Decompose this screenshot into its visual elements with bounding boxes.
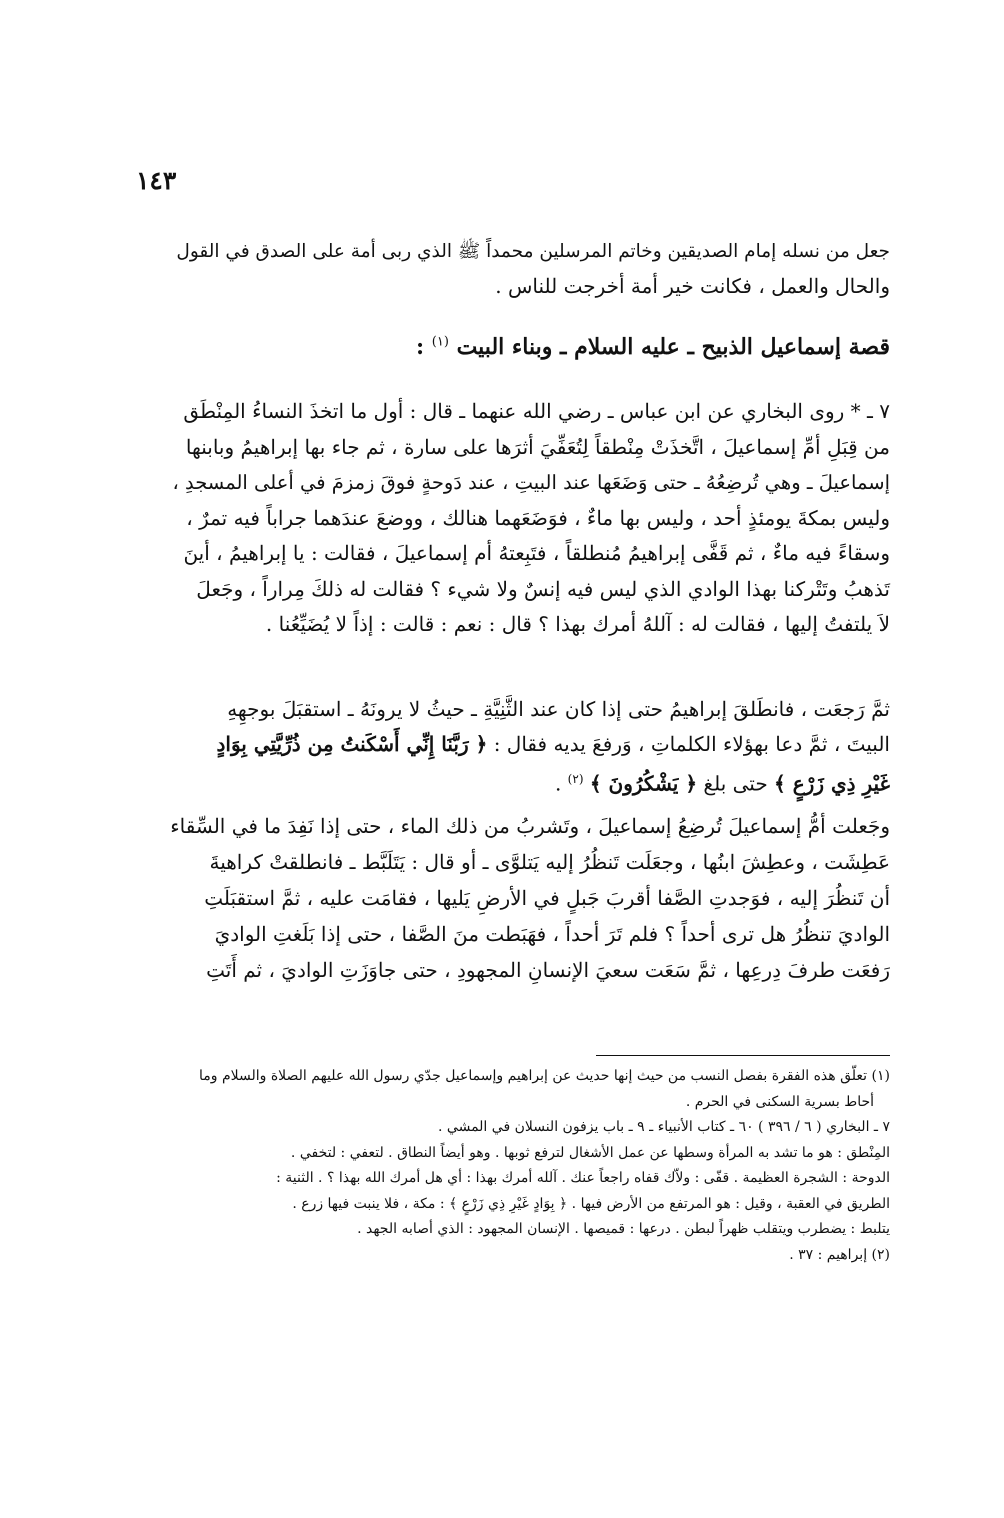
text-line: جعل من نسله إمام الصديقين وخاتم المرسلين محمداً ﷺ الذي ربى أمة على الصدق في القول [176, 241, 890, 262]
text-line: ٧ ـ * روى البخاري عن ابن عباس ـ رضي الله عنهما ـ قال : أول ما اتخذَ النساءُ المِنْطَق [183, 399, 890, 423]
paragraph-supplication [162, 692, 890, 802]
footnote-line: الدوحة : الشجرة العظيمة . قفّى : ولاّك قفاه راجعاً عنك . آلله أمرك بهذا : أي هل أمرك الله بهذا ؟ . الثنية : [276, 1170, 890, 1186]
footnote-line: (١) تعلّق هذه الفقرة بفصل النسب من حيث إنها حديث عن إبراهيم وإسماعيل جدّي رسول الله عليهم الصلاة والسلام وما [198, 1068, 890, 1084]
text-line: الواديَ تنظُرُ هل ترى أحداً ؟ فلم تَرَ أحداً ، فهَبَطت منَ الصَّفا ، حتى إذا بَلَغتِ الواديَ [214, 922, 890, 946]
heading-colon: : [415, 334, 425, 360]
text-line: عَطِشَت ، وعطِشَ ابنُها ، وجعَلَت تَنظُرُ إليه يَتلوَّى ـ أو قال : يَتَلَبَّط ـ فانطلقتْ كراهيةَ [209, 850, 890, 874]
quran-verse: غَيْرِ ذِي زَرْعٍ ﴾ [774, 771, 890, 796]
footnote-separator [596, 1055, 890, 1056]
text-line: والحال والعمل ، فكانت خير أمة أخرجت للناس . [495, 274, 890, 298]
text-line: أن تَنظُرَ إليه ، فوَجدتِ الصَّفا أقربَ جَبلٍ في الأرضِ يَليها ، فقامَت عليه ، ثمَّ استقبَلَتِ [204, 886, 890, 910]
footnote-line: المِنْطق : هو ما تشد به المرأة وسطها عن عمل الأشغال لترفع ثوبها . وهو أيضاً النطاق . لتعفي : لتخفي . [290, 1144, 890, 1161]
text-line: وجَعلت أمُّ إسماعيلَ تُرضِعُ إسماعيلَ ، وتَشربُ من ذلك الماء ، حتى إذا نَفِدَ ما في السِّقاء [170, 814, 890, 838]
text-segment: . [554, 771, 562, 796]
text-line: لاَ يلتفتُ إليها ، فقالت له : آللهُ أمرك بهذا ؟ قال : نعم : قالت : إذاً لا يُضَيِّعُنا . [265, 612, 890, 636]
footnote-line: أحاط بسرية السكنى في الحرم . [685, 1093, 874, 1110]
text-line [162, 727, 890, 762]
paragraph-hadith [162, 394, 890, 643]
quran-verse: ﴿ يَشْكُرُونَ ﴾ [589, 771, 698, 796]
text-line: رَفعَت طرفَ دِرعِها ، ثمَّ سَعَت سعيَ الإنسانِ المجهودِ ، حتى جاوَزَتِ الواديَ ، ثم أَتَتِ [206, 958, 890, 982]
heading-text: قصة إسماعيل الذبيح ـ عليه السلام ـ وبناء البيت [456, 334, 890, 360]
footnote-ref: (٢) [567, 772, 584, 786]
text-line: ثمَّ رَجعَت ، فانطَلقَ إبراهيمُ حتى إذا كان عند الثَّنِيَّةِ ـ حيثُ لا يرونَهُ ـ استقبَلَ بوجهِهِ [227, 697, 890, 721]
text-line: من قِبَلِ أمِّ إسماعيلَ ، اتَّخذَتْ مِنْطقاً لِتُعَفِّيَ أثرَها على سارة ، ثم جاء بها إبراهيمُ وبابنها [185, 434, 890, 459]
text-line: إسماعيلَ ـ وهي تُرضِعُهُ ـ حتى وَضَعَها عند البيتِ ، عند دَوحةٍ فوقَ زمزمَ في أعلى المسجدِ ، [172, 471, 890, 494]
text-segment: حتى بلغ [703, 771, 768, 796]
text-line: وليس بمكةَ يومئذٍ أحد ، وليس بها ماءٌ ، فوَضَعَهما هنالك ، ووضعَ عندَهما جراباً فيه تمرٌ ، [186, 505, 890, 530]
paragraph-intro [162, 234, 890, 304]
text-line [162, 762, 890, 802]
paragraph-narrative [162, 808, 890, 988]
footnote-line: يتلبط : يضطرب ويتقلب ظهراً لبطن . درعها : قميصها . الإنسان المجهود : الذي أصابه الجهد . [357, 1221, 890, 1237]
footnote-line: (٢) إبراهيم : ٣٧ . [789, 1246, 890, 1263]
text-segment: البيتَ ، ثمَّ دعا بهؤلاء الكلماتِ ، وَرفعَ يديه فقال : [493, 732, 890, 756]
footnotes [160, 1064, 890, 1268]
text-line: تَذهبُ وتَتْركنا بهذا الوادي الذي ليس فيه إنسٌ ولا شيء ؟ فقالت له ذلكَ مِراراً ، وجَعلَ [196, 576, 890, 601]
quran-verse: ﴿ رَبَّنَا إِنِّي أَسْكَنتُ مِن ذُرِّيَّتِي بِوَادٍ [216, 732, 488, 756]
section-heading [162, 334, 890, 360]
footnote-line: ٧ ـ البخاري ( ٦ / ٣٩٦ ) ٦٠ ـ كتاب الأنبياء ـ ٩ ـ باب يزفون النسلان في المشي . [438, 1119, 890, 1135]
text-line: وسقاءً فيه ماءٌ ، ثم قَفَّى إبراهيمُ مُنطلقاً ، فتَبِعتهُ أم إسماعيلَ ، فقالت : يا إبراهيمُ ، أينَ [183, 541, 890, 565]
footnote-line: الطريق في العقبة ، وقيل : هو المرتفع من الأرض فيها . ﴿ بِوَادٍ غَيْرِ ذِي زَرْعٍ ﴾ : مكة ، فلا ينبت فيها زرع . [292, 1195, 890, 1212]
footnote-ref: (١) [431, 334, 449, 350]
page-number: ١٤٣ [136, 166, 177, 195]
